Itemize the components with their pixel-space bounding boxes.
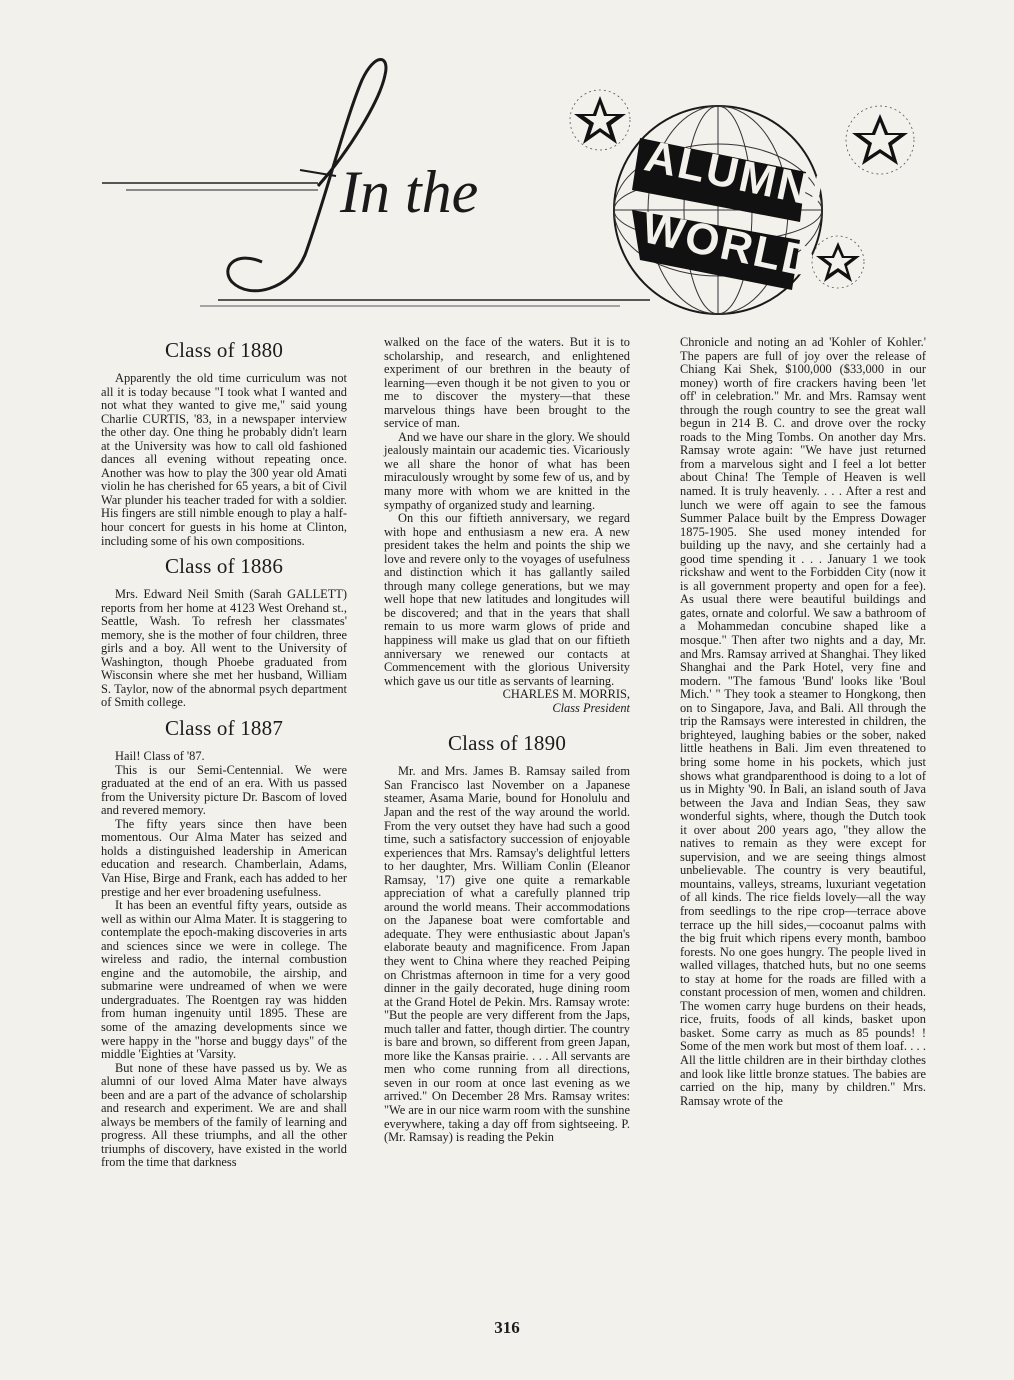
heading-class-1880: Class of 1880: [164, 338, 284, 362]
star-icon-lower-right: [812, 236, 864, 288]
paragraph-1887-fifty-years: The fifty years since then have been momentous. Our Alma Mater has seized and holds a distinguished leadership in American education and research. Chamberlain, Adams, Van Hise, Birge and Frank, each has added to her prestige and her ever broadening usefulness.: [101, 816, 347, 899]
column-left: [101, 336, 347, 1170]
paragraph-1890: Mr. and Mrs. James B. Ramsay sailed from San Francisco last November on a Japanese steamer, Asama Marie, bound for Honolulu and Japan and the rest of the way around the world. From the very outset they have had such a good time, such a satisfactory succession of enjoyable experiences that Mrs. Ramsay's delightful letters to her daughter, Mrs. William Conlin (Eleanor Ramsay, '17) give one quite a remarkable appreciation of what a carefully planned trip around the world means. Their accommodations on the Japanese boat were comfortable and adequate. They were enthusiastic about Japan's elaborate beauty and magnificence. From Japan they went to China where they reached Peiping on Christmas afternoon in time for a very good dinner in the gaily decorated, huge dining room at the Grand Hotel de Pekin. Mrs. Ramsay wrote: "But the people are very different from the Japs, much taller and fatter, though dirtier. The country is bare and brown, so different from green Japan, more like the Kansas prairie. . . . All servants are men who come running from all directions, seven in our room at once last evening as we arrived." On December 28 Mrs. Ramsay writes: "We are in our nice warm room with the sunshine everywhere, taking a day off from sightseeing. P. (Mr. Ramsay) is reading the Pekin: [384, 764, 630, 1145]
column-middle: [384, 336, 630, 1145]
masthead-artwork: [0, 0, 1014, 330]
heading-class-1887: Class of 1887: [164, 716, 284, 741]
paragraph-1887-fiftieth: On this our fiftieth anniversary, we regard with hope and enthusiasm a new era. A new president takes the helm and points the ship we love and revere only to the voyages of usefulness and distinction which it has gallantly sailed through many college generations, but we may well hope that new latitudes and longitudes will be discovered; and that in the years that shall remain to us more warm glows of pride and happiness will make us glad that on our fiftieth anniversary we renewed our contacts at Commencement with the glorious University which gave us our title as servants of learning.: [384, 511, 630, 688]
star-icon-upper-right: [846, 106, 914, 174]
paragraph-1887-semicentennial: This is our Semi-Centennial. We were graduated at the end of an era. With us passed from the University picture Dr. Bascom of loved and revered memory.: [101, 762, 347, 818]
paragraph-1887-greeting: Hail! Class of '87.: [115, 749, 205, 764]
signature-role: Class President: [552, 700, 630, 715]
paragraph-1887-alumni: But none of these have passed us by. We as alumni of our loved Alma Mater have always been and are a part of the advance of scholarship and research and experiment. We are and shall always be members of the family of learning and progress. All these triumphs, and all the other triumphs of discovery, have existed in the world from the time that darkness: [101, 1060, 347, 1170]
masthead: [0, 0, 1014, 330]
paragraph-1887-glory: And we have our share in the glory. We should jealously maintain our academic ties. Vicariously we all share the honor of what has been miraculously wrought by some few of us, and by many more with whom we are knitted in the sympathy of organized study and learning.: [384, 429, 630, 512]
signature-name: CHARLES M. MORRIS,: [502, 687, 630, 702]
paragraph-1890-continued: Chronicle and noting an ad 'Kohler of Kohler.' The papers are full of joy over the release of Chiang Kai Shek, $100,000 ($33,000 in our money) worth of fire crackers having been 'let off' in celebration." Mr. and Mrs. Ramsay went through the rough country to see the great wall begun in 214 B. C. and drove over the rocky roads to the Ming Tombs. On another day Mrs. Ramsay wrote again: "We have just returned from a marvelous sight and I feel a lot better about China! The Temple of Heaven is well named. It is truly heavenly. . . . After a rest and lunch we were off again to see the famous Summer Palace built by the Empress Dowager 1875-1905. She used money intended for building up the navy, and she certainly had a good time spending it . . . January 1 we took rickshaw and went to the Forbidden City (now it is all government property and open for a fee). As usual there were beautiful buildings and gates, ornate and colorful. We saw a bathroom of a Mohammedan concubine shaped like a mosque." Then after two nights and a day, Mr. and Mrs. Ramsay arrived at Shanghai. They liked Shanghai and the Park Hotel, very fine and modern. "The famous 'Bund' looks like 'Boul Mich.' " They took a steamer to Hongkong, then on to Singapore, Java, and Bali. All through the trip the Ramsays were interested in children, the brighteyed, laughing babies or the sober, naked little heathens in Bali. Jim even threatened to bring some home in his pockets, which just shows what grandparenthood is doing to a lot of us in Mighty '90. In Bali, an island south of Java between the Java and Indian Seas, they saw wonderful sights, where, though the Dutch took it over about 200 years ago, "they allow the natives to remain as they were except for supervision, and we are seeing things almost unbelievable. The country is very beautiful, mountains, valleys, streams, luxuriant vegetation of all kinds. The rice fields lovely—all the way from seedlings to the ripe crop—terrace above terrace up the hill sides,—cocoanut palms with the big fruit which ripens every month, bamboo forests. No one goes hungry. The people lived in walled villages, thatched huts, but no one seems to stay at home for the roads are filled with a constant procession of men, women and children. The women carry huge burdens on their heads, rice, fruits, foods of all kinds, basket upon basket. Some carry as much as 85 pounds! ! Some of the men work but most of them loaf. . . . All the little children are in their birthday clothes and look like little bronze statues. The babies are carried on the hip, many by children." Mrs. Ramsay wrote of the: [680, 335, 926, 1108]
paragraph-1887-continued: walked on the face of the waters. But it is to scholarship, and research, and enlightened experiment of our brethren in the beauty of learning—even though it be not given to you or me to discover the mystery—that these marvelous things have been brought to the service of man.: [384, 335, 630, 431]
paragraph-1886: Mrs. Edward Neil Smith (Sarah GALLETT) reports from her home at 4123 West Orehand st., Seattle, Wash. To refresh her classmates' memory, she is the mother of four children, three girls and a boy. All went to the University of Washington, though Phoebe graduated from Wisconsin where she met her husband, William S. Taylor, now of the abnormal psych department of Smith college.: [101, 587, 347, 710]
globe-icon: [614, 106, 830, 314]
heading-class-1886: Class of 1886: [164, 554, 284, 579]
paragraph-1880: Apparently the old time curriculum was not all it is today because "I took what I wanted and not what they wanted to give me," said young Charlie CURTIS, '83, in a newspaper interview the other day. One thing he probably didn't learn at the University was how to call old fashioned dances all evening without repeating once. Another was how to play the 300 year old Amati violin he has cherished for 65 years, a bit of Civil War plunder his teacher traded for with a soldier. His fingers are still nimble enough to play a half-hour concert for guests in his home at Clinton, including some of his own compositions.: [101, 371, 347, 548]
globe-word-bottom: WORLD: [638, 203, 821, 288]
heading-class-1890: Class of 1890: [447, 731, 567, 756]
page-number: 316: [494, 1318, 520, 1337]
globe-word-top: ALUMNI: [640, 131, 830, 218]
column-right: [680, 336, 926, 1108]
star-icon-upper-left: [570, 90, 630, 150]
paragraph-1887-eventful: It has been an eventful fifty years, outside as well as within our Alma Mater. It is staggering to contemplate the epoch-making discoveries in arts and sciences since we were in college. The wireless and radio, the internal combustion engine and the automobile, the airship, and submarine were undreamed of when we were undergraduates. The Roentgen ray was hidden from human ingenuity until 1895. These are some of the amazing developments since we were happy in the "horse and buggy days" of the middle 'Eighties at 'Varsity.: [101, 898, 347, 1062]
script-title: In the: [340, 159, 479, 225]
